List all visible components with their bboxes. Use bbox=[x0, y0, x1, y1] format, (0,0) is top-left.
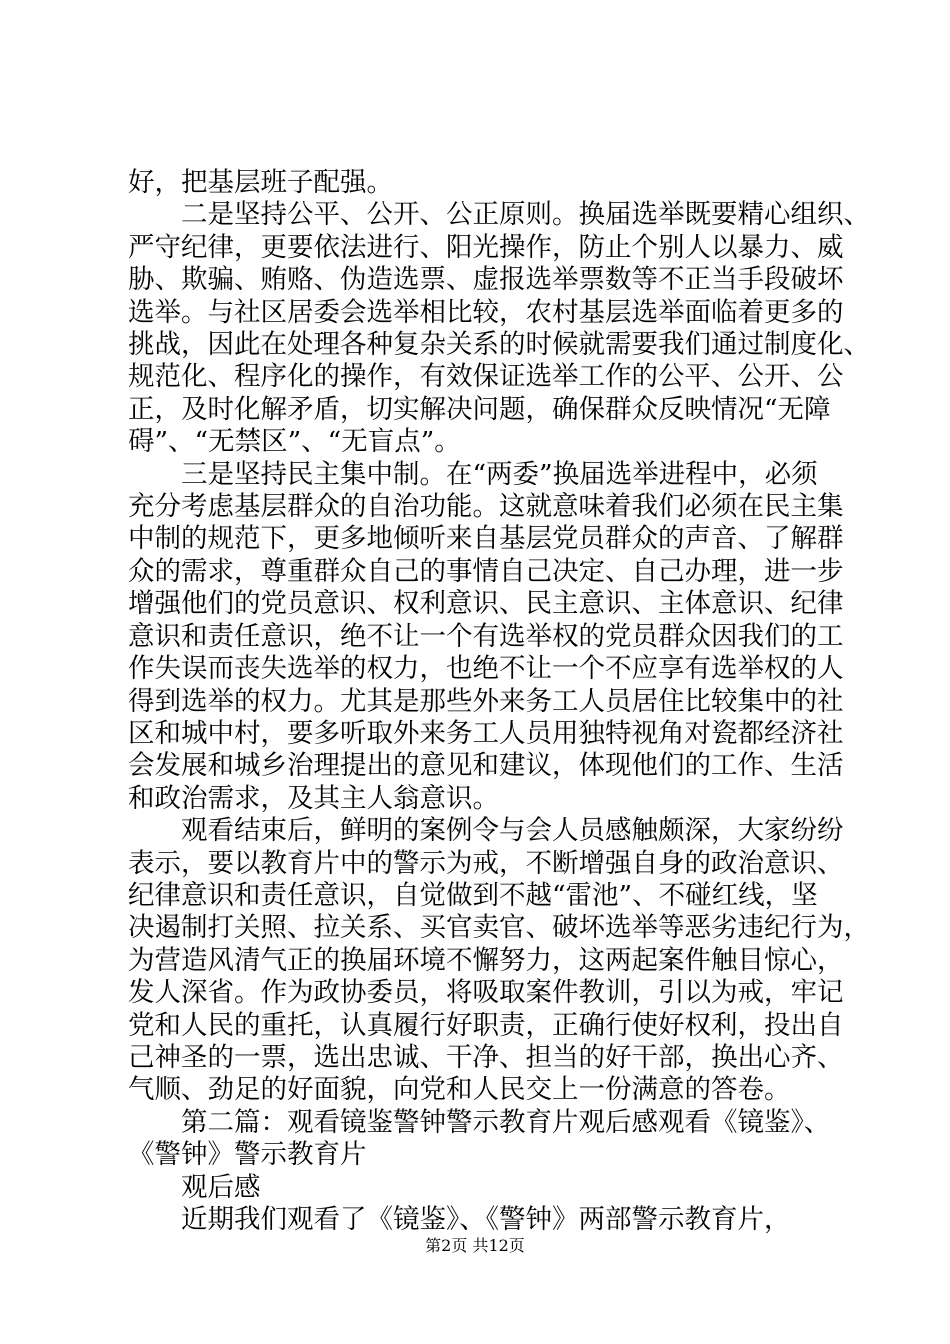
text-line: 充分考虑基层群众的自治功能。这就意味着我们必须在民主集 bbox=[128, 491, 844, 522]
text-line: 观后感 bbox=[128, 1172, 261, 1203]
text-line: 挑战，因此在处理各种复杂关系的时候就需要我们通过制度化、 bbox=[128, 329, 870, 360]
text-line: 己神圣的一票，选出忠诚、干净、担当的好干部，换出心齐、 bbox=[128, 1042, 844, 1073]
text-line: 胁、欺骗、贿赂、伪造选票、虚报选举票数等不正当手段破坏 bbox=[128, 264, 844, 295]
text-line: 得到选举的权力。尤其是那些外来务工人员居住比较集中的社 bbox=[128, 686, 844, 717]
text-line: 观看结束后，鲜明的案例令与会人员感触颇深，大家纷纷 bbox=[128, 815, 844, 846]
text-line: 选举。与社区居委会选举相比较，农村基层选举面临着更多的 bbox=[128, 297, 844, 328]
text-line: 正，及时化解矛盾，切实解决问题，确保群众反映情况“无障 bbox=[128, 394, 831, 425]
text-line: 纪律意识和责任意识，自觉做到不越“雷池”、不碰红线，坚 bbox=[128, 880, 818, 911]
text-line: 第二篇：观看镜鉴警钟警示教育片观后感观看《镜鉴》、 bbox=[128, 1107, 831, 1138]
text-line: 决遏制打关照、拉关系、买官卖官、破坏选举等恶劣违纪行为， bbox=[128, 912, 870, 943]
text-line: 碍”、“无禁区”、“无盲点”。 bbox=[128, 426, 461, 457]
text-line: 近期我们观看了《镜鉴》、《警钟》两部警示教育片， bbox=[128, 1204, 791, 1235]
text-line: 区和城中村，要多听取外来务工人员用独特视角对瓷都经济社 bbox=[128, 718, 844, 749]
text-line: 增强他们的党员意识、权利意识、民主意识、主体意识、纪律 bbox=[128, 588, 844, 619]
text-line: 《警钟》警示教育片 bbox=[128, 1139, 367, 1170]
text-line: 作失误而丧失选举的权力，也绝不让一个不应享有选举权的人 bbox=[128, 653, 844, 684]
text-line: 三是坚持民主集中制。在“两委”换届选举进程中，必须 bbox=[128, 459, 818, 490]
text-line: 发人深省。作为政协委员，将吸取案件教训，引以为戒，牢记 bbox=[128, 977, 844, 1008]
text-line: 规范化、程序化的操作，有效保证选举工作的公平、公开、公 bbox=[128, 361, 844, 392]
text-line: 气顺、劲足的好面貌，向党和人民交上一份满意的答卷。 bbox=[128, 1074, 791, 1105]
text-line: 党和人民的重托，认真履行好职责，正确行使好权利，投出自 bbox=[128, 1010, 844, 1041]
text-line: 表示，要以教育片中的警示为戒，不断增强自身的政治意识、 bbox=[128, 848, 844, 879]
text-line: 会发展和城乡治理提出的意见和建议，体现他们的工作、生活 bbox=[128, 750, 844, 781]
text-line: 中制的规范下，更多地倾听来自基层党员群众的声音、了解群 bbox=[128, 523, 844, 554]
page-footer: 第2页 共12页 bbox=[425, 1236, 525, 1255]
text-line: 二是坚持公平、公开、公正原则。换届选举既要精心组织、 bbox=[128, 199, 870, 230]
text-line: 和政治需求，及其主人翁意识。 bbox=[128, 783, 499, 814]
text-line: 严守纪律，更要依法进行、阳光操作，防止个别人以暴力、威 bbox=[128, 232, 844, 263]
text-line: 为营造风清气正的换届环境不懈努力，这两起案件触目惊心， bbox=[128, 945, 844, 976]
text-line: 好，把基层班子配强。 bbox=[128, 167, 393, 198]
text-line: 众的需求，尊重群众自己的事情自己决定、自己办理，进一步 bbox=[128, 556, 844, 587]
text-line: 意识和责任意识，绝不让一个有选举权的党员群众因我们的工 bbox=[128, 621, 844, 652]
